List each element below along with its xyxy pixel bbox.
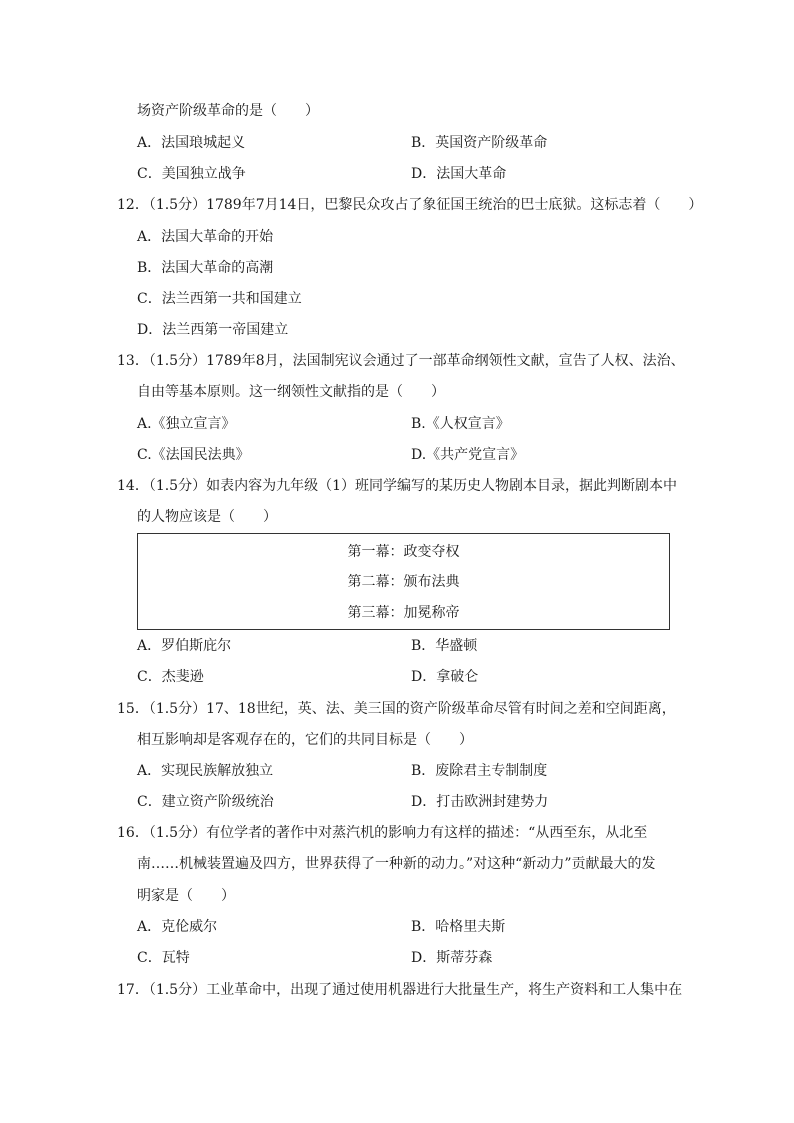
q16-option-c[interactable]: C．瓦特 bbox=[137, 950, 190, 966]
q12-option-a[interactable]: A．法国大革命的开始 bbox=[137, 229, 274, 245]
q14-stem: 14．（1.5分）如表内容为九年级（1）班同学编写的某历史人物剧本目录，据此判断剧本中 bbox=[117, 478, 677, 494]
q11-option-b[interactable]: B．英国资产阶级革命 bbox=[411, 135, 548, 151]
q16-option-b[interactable]: B．哈格里夫斯 bbox=[411, 919, 506, 935]
q13-option-d[interactable]: D.《共产党宣言》 bbox=[411, 447, 525, 463]
q16-option-a[interactable]: A．克伦威尔 bbox=[137, 919, 218, 935]
q15-option-b[interactable]: B．废除君主专制制度 bbox=[411, 763, 548, 779]
q14-table-act-3: 第三幕：加冕称帝 bbox=[347, 605, 460, 621]
q13-stem: 13．（1.5分）1789年8月，法国制宪议会通过了一部革命纲领性文献，宣告了人权、法治、 bbox=[117, 353, 685, 369]
q15-option-a[interactable]: A．实现民族解放独立 bbox=[137, 763, 274, 779]
q14-script-table bbox=[137, 533, 670, 630]
q15-stem: 15．（1.5分）17、18世纪，英、法、美三国的资产阶级革命尽管有时间之差和空间距离， bbox=[117, 701, 676, 717]
q15-option-c[interactable]: C．建立资产阶级统治 bbox=[137, 794, 274, 810]
q16-stem-continuation-2: 明家是（ ） bbox=[137, 888, 235, 904]
q12-option-d[interactable]: D．法兰西第一帝国建立 bbox=[137, 322, 289, 338]
q11-option-c[interactable]: C．美国独立战争 bbox=[137, 166, 246, 182]
q12-option-b[interactable]: B．法国大革命的高潮 bbox=[137, 260, 274, 276]
q15-option-d[interactable]: D．打击欧洲封建势力 bbox=[411, 794, 549, 810]
q14-option-b[interactable]: B．华盛顿 bbox=[411, 638, 478, 654]
q12-stem: 12．（1.5分）1789年7月14日，巴黎民众攻占了象征国王统治的巴士底狱。这标志着（ ） bbox=[117, 197, 703, 213]
q15-stem-continuation: 相互影响却是客观存在的，它们的共同目标是（ ） bbox=[137, 732, 473, 748]
q11-stem-continuation: 场资产阶级革命的是（ ） bbox=[137, 103, 319, 119]
q11-option-a[interactable]: A．法国琅城起义 bbox=[137, 135, 246, 151]
q14-option-d[interactable]: D．拿破仑 bbox=[411, 669, 479, 685]
q14-option-a[interactable]: A．罗伯斯庇尔 bbox=[137, 638, 232, 654]
q16-stem-continuation-1: 南……机械装置遍及四方，世界获得了一种新的动力。”对这种“新动力”贡献最大的发 bbox=[137, 856, 656, 872]
q14-table-act-2: 第二幕：颁布法典 bbox=[347, 574, 460, 590]
q13-stem-continuation: 自由等基本原则。这一纲领性文献指的是（ ） bbox=[137, 384, 445, 400]
q16-stem: 16．（1.5分）有位学者的著作中对蒸汽机的影响力有这样的描述：“从西至东，从北至 bbox=[117, 825, 648, 841]
q13-option-b[interactable]: B.《人权宣言》 bbox=[411, 416, 510, 432]
q14-table-act-1: 第一幕：政变夺权 bbox=[347, 544, 460, 560]
q12-option-c[interactable]: C．法兰西第一共和国建立 bbox=[137, 291, 302, 307]
q16-option-d[interactable]: D．斯蒂芬森 bbox=[411, 950, 493, 966]
q14-option-c[interactable]: C．杰斐逊 bbox=[137, 669, 204, 685]
q13-option-c[interactable]: C.《法国民法典》 bbox=[137, 447, 250, 463]
q11-option-d[interactable]: D．法国大革命 bbox=[411, 166, 507, 182]
q14-stem-continuation: 的人物应该是（ ） bbox=[137, 509, 277, 525]
q13-option-a[interactable]: A.《独立宣言》 bbox=[137, 416, 236, 432]
q17-stem: 17．（1.5分）工业革命中，出现了通过使用机器进行大批量生产，将生产资料和工人集中在 bbox=[117, 982, 683, 998]
